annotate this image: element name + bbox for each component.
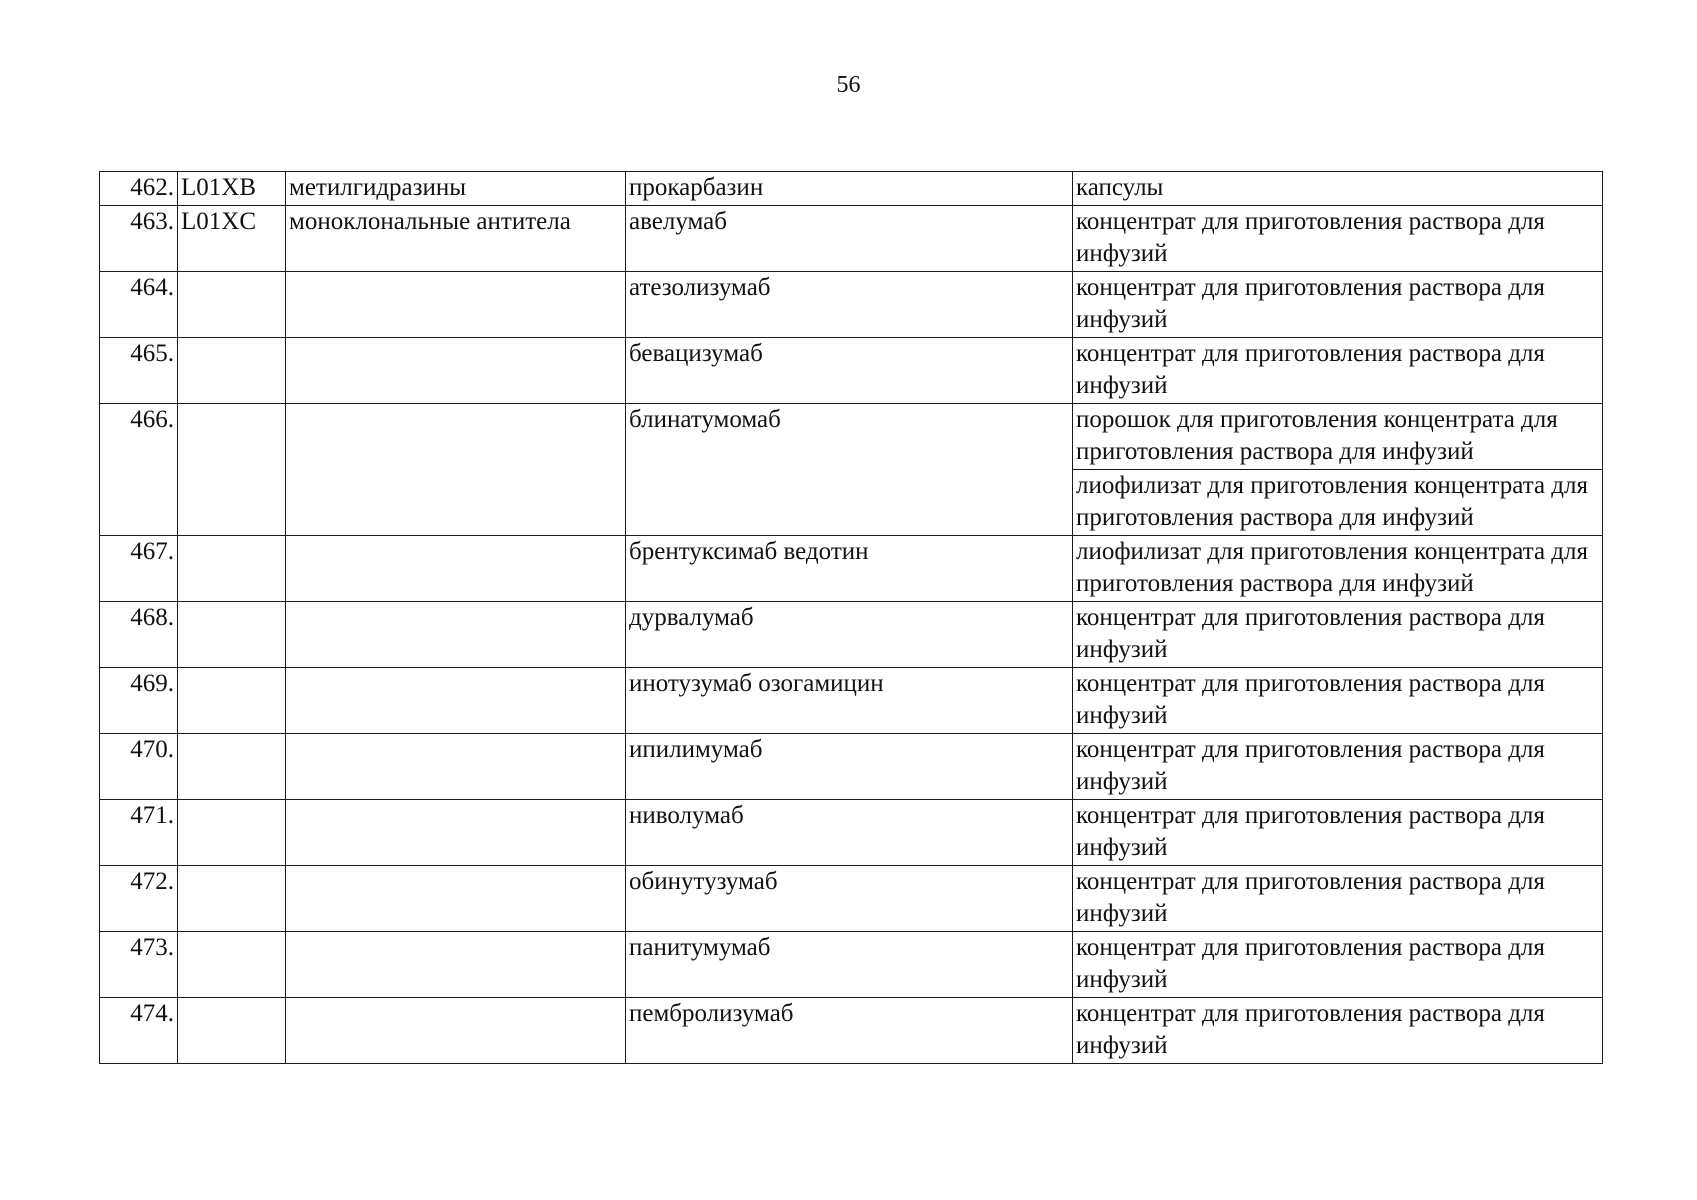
dosage-form-cell — [1073, 337, 1603, 403]
dosage-form-cell — [1073, 667, 1603, 733]
dosage-form-cell — [1073, 271, 1603, 337]
drug-name-cell: обинутузумаб — [626, 865, 1073, 931]
atc-code-cell — [178, 403, 286, 535]
group-cell — [286, 337, 626, 403]
dosage-form-text: концентрат для приготовления раствора для инфузий — [1076, 801, 1545, 861]
dosage-form-text: концентрат для приготовления раствора для инфузий — [1076, 339, 1545, 399]
atc-code-cell — [178, 667, 286, 733]
drug-name-cell: прокарбазин — [626, 172, 1073, 206]
dosage-form-text: концентрат для приготовления раствора для инфузий — [1076, 933, 1545, 993]
row-number-cell: 465. — [100, 337, 178, 403]
group-cell: моноклональные антитела — [286, 205, 626, 271]
table-row — [100, 997, 1603, 1063]
dosage-form-cell — [1073, 931, 1603, 997]
atc-code-cell — [178, 601, 286, 667]
drug-name-cell: панитумумаб — [626, 931, 1073, 997]
row-number-cell: 467. — [100, 535, 178, 601]
drug-name-cell: ниволумаб — [626, 799, 1073, 865]
row-number-cell: 462. — [100, 172, 178, 206]
group-cell — [286, 799, 626, 865]
group-cell: метилгидразины — [286, 172, 626, 206]
drug-name-cell: брентуксимаб ведотин — [626, 535, 1073, 601]
drug-name-cell: бевацизумаб — [626, 337, 1073, 403]
row-number-cell: 473. — [100, 931, 178, 997]
table-row — [100, 931, 1603, 997]
atc-code-cell — [178, 865, 286, 931]
table-row — [100, 535, 1603, 601]
dosage-form-cell — [1073, 172, 1603, 206]
dosage-form-text: концентрат для приготовления раствора для инфузий — [1076, 867, 1545, 927]
dosage-form-cell — [1073, 601, 1603, 667]
drug-name-cell: блинатумомаб — [626, 403, 1073, 535]
dosage-form-cell — [1073, 205, 1603, 271]
row-number-cell: 471. — [100, 799, 178, 865]
atc-code-cell — [178, 733, 286, 799]
row-number-cell: 469. — [100, 667, 178, 733]
dosage-form-cell — [1073, 997, 1603, 1063]
table-row — [100, 403, 1603, 535]
row-number-cell: 466. — [100, 403, 178, 535]
drug-name-cell: ипилимумаб — [626, 733, 1073, 799]
row-number-cell: 472. — [100, 865, 178, 931]
table-row — [100, 337, 1603, 403]
group-cell — [286, 535, 626, 601]
table-row — [100, 172, 1603, 206]
group-cell — [286, 667, 626, 733]
atc-code-cell — [178, 997, 286, 1063]
table-row — [100, 601, 1603, 667]
dosage-form-text: порошок для приготовления концентрата для приготовления раствора для инфузий — [1076, 405, 1558, 465]
table-row — [100, 865, 1603, 931]
dosage-form-text: концентрат для приготовления раствора для инфузий — [1076, 273, 1545, 333]
group-cell — [286, 403, 626, 535]
dosage-form-text: концентрат для приготовления раствора для инфузий — [1076, 735, 1545, 795]
dosage-form-text: концентрат для приготовления раствора для инфузий — [1076, 603, 1545, 663]
drug-name-cell: дурвалумаб — [626, 601, 1073, 667]
dosage-form-text: лиофилизат для приготовления концентрата для приготовления раствора для инфузий — [1073, 469, 1602, 535]
table-row — [100, 667, 1603, 733]
table-row — [100, 205, 1603, 271]
dosage-form-text: капсулы — [1076, 174, 1164, 201]
group-cell — [286, 997, 626, 1063]
dosage-form-text: концентрат для приготовления раствора для инфузий — [1076, 207, 1545, 267]
dosage-form-cell — [1073, 865, 1603, 931]
table-row — [100, 799, 1603, 865]
group-cell — [286, 601, 626, 667]
atc-code-cell — [178, 271, 286, 337]
medication-table — [99, 171, 1603, 1064]
row-number-cell: 468. — [100, 601, 178, 667]
drug-name-cell: атезолизумаб — [626, 271, 1073, 337]
dosage-form-cell — [1073, 403, 1603, 535]
dosage-form-text: концентрат для приготовления раствора для инфузий — [1076, 999, 1545, 1059]
atc-code-cell — [178, 799, 286, 865]
row-number-cell: 474. — [100, 997, 178, 1063]
page-number: 56 — [836, 72, 861, 98]
dosage-form-text: концентрат для приготовления раствора для инфузий — [1076, 669, 1545, 729]
table-body — [100, 172, 1603, 1064]
atc-code-cell: L01XC — [178, 205, 286, 271]
group-cell — [286, 271, 626, 337]
drug-name-cell: авелумаб — [626, 205, 1073, 271]
table-row — [100, 271, 1603, 337]
dosage-form-cell — [1073, 535, 1603, 601]
group-cell — [286, 733, 626, 799]
dosage-form-text: лиофилизат для приготовления концентрата для приготовления раствора для инфузий — [1076, 537, 1588, 597]
dosage-form-cell — [1073, 799, 1603, 865]
atc-code-cell — [178, 931, 286, 997]
group-cell — [286, 865, 626, 931]
atc-code-cell — [178, 535, 286, 601]
table-row — [100, 733, 1603, 799]
drug-name-cell: пембролизумаб — [626, 997, 1073, 1063]
row-number-cell: 464. — [100, 271, 178, 337]
atc-code-cell: L01XB — [178, 172, 286, 206]
row-number-cell: 463. — [100, 205, 178, 271]
group-cell — [286, 931, 626, 997]
atc-code-cell — [178, 337, 286, 403]
drug-name-cell: инотузумаб озогамицин — [626, 667, 1073, 733]
dosage-form-cell — [1073, 733, 1603, 799]
row-number-cell: 470. — [100, 733, 178, 799]
